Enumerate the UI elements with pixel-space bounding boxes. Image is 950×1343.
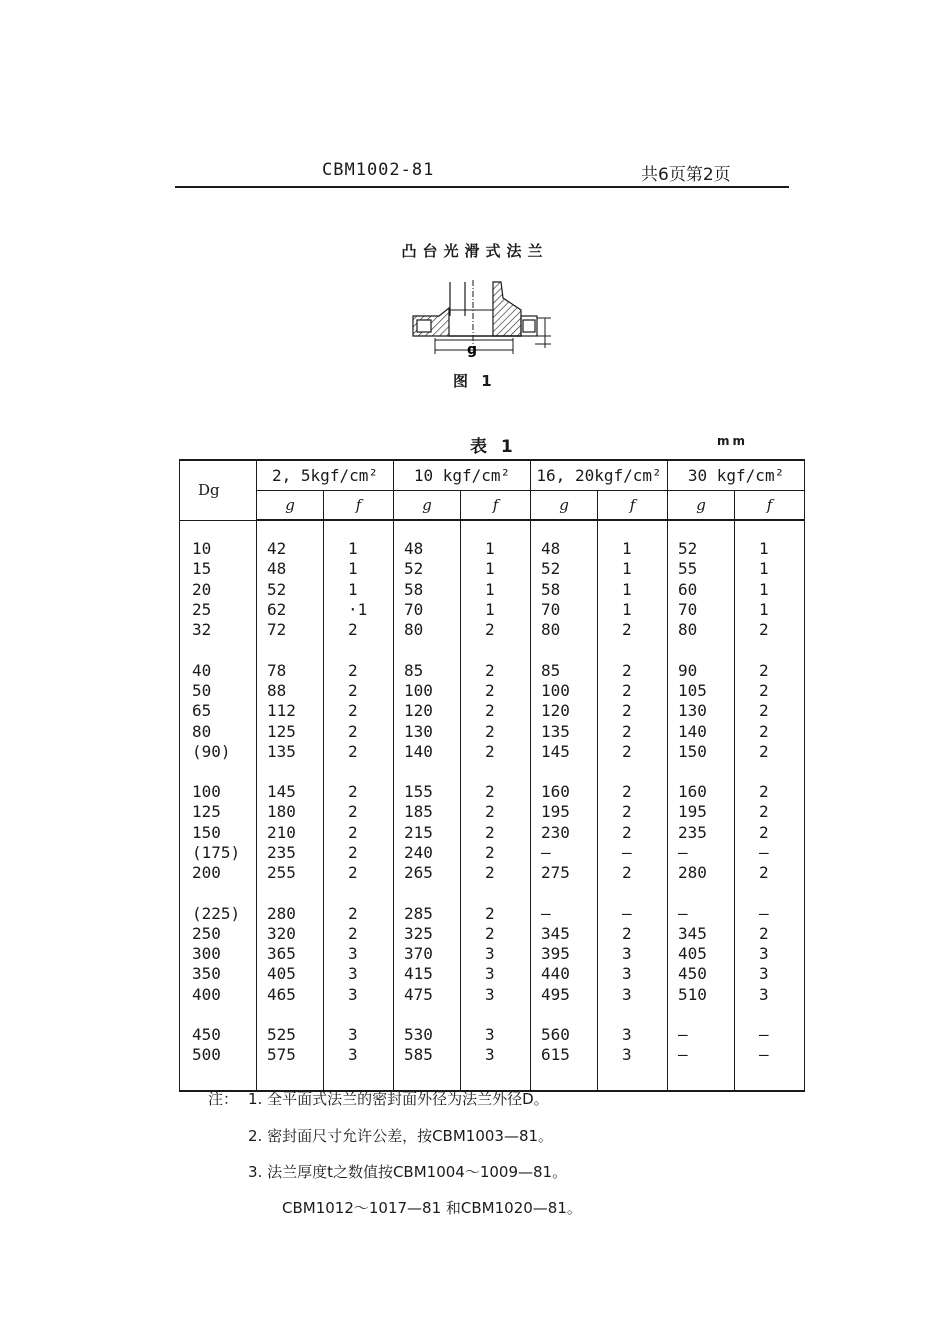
f-cell: 3: [598, 1025, 668, 1045]
f-cell: 1: [461, 580, 531, 600]
f-cell: 2: [324, 701, 394, 721]
f-cell: 2: [324, 903, 394, 923]
g-cell: 48: [394, 539, 461, 559]
g-cell: 72: [257, 620, 324, 640]
f-cell: 2: [735, 802, 805, 822]
table-row: [180, 620, 805, 640]
f-cell: 1: [735, 539, 805, 559]
spacer-row: [180, 640, 805, 660]
page-title: 凸台光滑式法兰: [401, 242, 549, 260]
dg-cell: 65: [180, 701, 257, 721]
f-cell: —: [735, 1025, 805, 1045]
f-cell: 2: [598, 742, 668, 762]
g-cell: 275: [531, 863, 598, 883]
g-cell: 530: [394, 1025, 461, 1045]
g-cell: 185: [394, 802, 461, 822]
f-cell: 2: [461, 903, 531, 923]
table-row: [180, 802, 805, 822]
g-cell: 575: [257, 1045, 324, 1065]
figure-caption: 图 1: [453, 372, 496, 390]
g-cell: 90: [668, 660, 735, 680]
g-cell: 440: [531, 964, 598, 984]
table-body: [180, 520, 805, 1091]
f-cell: 2: [735, 660, 805, 680]
dg-cell: 300: [180, 944, 257, 964]
f-cell: 2: [735, 742, 805, 762]
g-cell: 100: [394, 681, 461, 701]
g-cell: 215: [394, 823, 461, 843]
flange-drawing: [405, 278, 555, 360]
dg-cell: 40: [180, 660, 257, 680]
g-cell: 135: [531, 721, 598, 741]
g-cell: 58: [394, 580, 461, 600]
f-cell: 1: [461, 539, 531, 559]
g-cell: 52: [668, 539, 735, 559]
g-cell: —: [531, 903, 598, 923]
pressure-group-header: 10 kgf/cm²: [394, 460, 531, 491]
f-cell: 2: [735, 823, 805, 843]
pressure-group-header: 2, 5kgf/cm²: [257, 460, 394, 491]
dg-cell: 150: [180, 823, 257, 843]
f-cell: 2: [324, 681, 394, 701]
f-cell: 2: [735, 701, 805, 721]
table-row: [180, 964, 805, 984]
note-item: CBM1012～1017—81 和CBM1020—81。: [282, 1199, 582, 1217]
g-cell: 120: [531, 701, 598, 721]
f-cell: 2: [324, 823, 394, 843]
f-cell: 2: [461, 823, 531, 843]
g-cell: 145: [257, 782, 324, 802]
dg-cell: 32: [180, 620, 257, 640]
g-cell: 475: [394, 985, 461, 1005]
table-row: [180, 944, 805, 964]
table-row: [180, 701, 805, 721]
f-cell: 2: [735, 924, 805, 944]
pressure-group-header: 16, 20kgf/cm²: [531, 460, 668, 491]
flange-dimension-table: [179, 459, 805, 1092]
dg-cell: 250: [180, 924, 257, 944]
f-cell: 2: [735, 681, 805, 701]
spacer-row: [180, 762, 805, 782]
table-row: [180, 721, 805, 741]
sub-header-g: g: [668, 491, 735, 521]
g-cell: 560: [531, 1025, 598, 1045]
dg-cell: 50: [180, 681, 257, 701]
g-cell: 140: [394, 742, 461, 762]
g-cell: 280: [668, 863, 735, 883]
f-cell: 2: [735, 863, 805, 883]
f-cell: 3: [324, 964, 394, 984]
sub-header-f: f: [324, 491, 394, 521]
g-cell: 160: [668, 782, 735, 802]
dg-cell: 100: [180, 782, 257, 802]
g-cell: 130: [394, 721, 461, 741]
g-cell: 85: [394, 660, 461, 680]
table-row: [180, 823, 805, 843]
f-cell: 2: [324, 721, 394, 741]
f-cell: 3: [461, 985, 531, 1005]
g-cell: 255: [257, 863, 324, 883]
f-cell: 2: [598, 660, 668, 680]
g-cell: 320: [257, 924, 324, 944]
dg-cell: (175): [180, 843, 257, 863]
g-cell: 42: [257, 539, 324, 559]
g-cell: 395: [531, 944, 598, 964]
sub-header-f: f: [735, 491, 805, 521]
g-cell: 510: [668, 985, 735, 1005]
f-cell: 2: [461, 782, 531, 802]
f-cell: 2: [735, 782, 805, 802]
table-row: [180, 1025, 805, 1045]
page-info: 共6页第2页: [641, 165, 731, 185]
f-cell: 1: [461, 600, 531, 620]
f-cell: 2: [461, 802, 531, 822]
table-row: [180, 843, 805, 863]
sub-header-g: g: [394, 491, 461, 521]
f-cell: 2: [598, 924, 668, 944]
table-row: [180, 863, 805, 883]
f-cell: 3: [598, 964, 668, 984]
header-divider: [175, 186, 789, 188]
g-cell: 48: [531, 539, 598, 559]
f-cell: 2: [324, 863, 394, 883]
g-cell: 125: [257, 721, 324, 741]
g-cell: 60: [668, 580, 735, 600]
f-cell: 2: [324, 620, 394, 640]
g-cell: 495: [531, 985, 598, 1005]
dg-cell: 500: [180, 1045, 257, 1065]
f-cell: 3: [735, 964, 805, 984]
f-cell: —: [598, 903, 668, 923]
table-row: [180, 985, 805, 1005]
f-cell: 2: [598, 782, 668, 802]
f-cell: 2: [461, 681, 531, 701]
g-cell: 85: [531, 660, 598, 680]
dg-cell: 10: [180, 539, 257, 559]
g-cell: 140: [668, 721, 735, 741]
table-row: [180, 660, 805, 680]
table-row: [180, 1045, 805, 1065]
standard-code: CBM1002-81: [322, 160, 435, 180]
table-unit: mm: [717, 434, 749, 448]
table-row: [180, 600, 805, 620]
f-cell: 2: [461, 660, 531, 680]
f-cell: 3: [598, 985, 668, 1005]
g-cell: 240: [394, 843, 461, 863]
f-cell: 2: [324, 843, 394, 863]
f-cell: 2: [598, 721, 668, 741]
g-cell: 62: [257, 600, 324, 620]
g-cell: 52: [531, 559, 598, 579]
dg-cell: 15: [180, 559, 257, 579]
g-cell: 120: [394, 701, 461, 721]
table-row: [180, 742, 805, 762]
f-cell: 2: [735, 721, 805, 741]
dg-cell: 80: [180, 721, 257, 741]
g-cell: 88: [257, 681, 324, 701]
f-cell: 1: [324, 559, 394, 579]
f-cell: 2: [598, 802, 668, 822]
g-cell: 80: [394, 620, 461, 640]
f-cell: 2: [461, 863, 531, 883]
sub-header-g: g: [257, 491, 324, 521]
g-cell: 160: [531, 782, 598, 802]
spacer-row: [180, 1066, 805, 1091]
g-cell: 365: [257, 944, 324, 964]
dg-cell: 400: [180, 985, 257, 1005]
f-cell: 2: [461, 742, 531, 762]
g-cell: 78: [257, 660, 324, 680]
f-cell: 1: [735, 600, 805, 620]
g-cell: 135: [257, 742, 324, 762]
g-cell: 345: [668, 924, 735, 944]
g-cell: 405: [257, 964, 324, 984]
f-cell: 2: [461, 620, 531, 640]
g-cell: 195: [668, 802, 735, 822]
f-cell: 1: [598, 559, 668, 579]
f-cell: 2: [324, 924, 394, 944]
g-cell: 195: [531, 802, 598, 822]
table-row: [180, 539, 805, 559]
f-cell: 1: [324, 580, 394, 600]
g-cell: 235: [668, 823, 735, 843]
g-cell: 55: [668, 559, 735, 579]
g-cell: 145: [531, 742, 598, 762]
spacer-row: [180, 1005, 805, 1025]
f-cell: —: [735, 1045, 805, 1065]
g-cell: 180: [257, 802, 324, 822]
f-cell: 2: [324, 782, 394, 802]
g-cell: 150: [668, 742, 735, 762]
dg-cell: 125: [180, 802, 257, 822]
g-cell: —: [668, 903, 735, 923]
g-cell: 465: [257, 985, 324, 1005]
g-cell: 155: [394, 782, 461, 802]
table-row: [180, 903, 805, 923]
dg-cell: (225): [180, 903, 257, 923]
g-cell: 450: [668, 964, 735, 984]
sub-header-g: g: [531, 491, 598, 521]
f-cell: —: [735, 903, 805, 923]
g-cell: 100: [531, 681, 598, 701]
g-cell: 58: [531, 580, 598, 600]
g-cell: 130: [668, 701, 735, 721]
g-cell: 80: [531, 620, 598, 640]
g-cell: 70: [531, 600, 598, 620]
g-cell: 52: [257, 580, 324, 600]
f-cell: 2: [598, 681, 668, 701]
f-cell: 3: [324, 985, 394, 1005]
f-cell: 2: [324, 802, 394, 822]
f-cell: 1: [461, 559, 531, 579]
f-cell: 2: [461, 843, 531, 863]
f-cell: 3: [461, 964, 531, 984]
g-cell: 52: [394, 559, 461, 579]
sub-header-f: f: [598, 491, 668, 521]
g-cell: 80: [668, 620, 735, 640]
notes-prefix: 注：: [208, 1090, 239, 1108]
g-cell: 210: [257, 823, 324, 843]
f-cell: 3: [324, 1045, 394, 1065]
dg-cell: 25: [180, 600, 257, 620]
g-cell: 345: [531, 924, 598, 944]
dg-cell: 200: [180, 863, 257, 883]
f-cell: 2: [598, 701, 668, 721]
g-cell: 70: [668, 600, 735, 620]
table-row: [180, 782, 805, 802]
f-cell: 2: [735, 620, 805, 640]
g-cell: 105: [668, 681, 735, 701]
g-cell: —: [668, 1025, 735, 1045]
dg-cell: 20: [180, 580, 257, 600]
g-cell: 48: [257, 559, 324, 579]
f-cell: 3: [598, 1045, 668, 1065]
dg-cell: 450: [180, 1025, 257, 1045]
g-cell: 112: [257, 701, 324, 721]
note-item: 2. 密封面尺寸允许公差，按CBM1003—81。: [248, 1127, 554, 1145]
f-cell: 3: [324, 944, 394, 964]
f-cell: 1: [735, 559, 805, 579]
dg-cell: (90): [180, 742, 257, 762]
f-cell: 2: [598, 620, 668, 640]
table-row: [180, 580, 805, 600]
dg-header: Dg: [180, 460, 257, 520]
g-cell: 235: [257, 843, 324, 863]
pressure-group-header: 30 kgf/cm²: [668, 460, 805, 491]
g-cell: 230: [531, 823, 598, 843]
f-cell: 2: [598, 863, 668, 883]
f-cell: 3: [461, 944, 531, 964]
f-cell: 3: [324, 1025, 394, 1045]
dg-cell: 350: [180, 964, 257, 984]
g-cell: —: [668, 1045, 735, 1065]
sub-header-f: f: [461, 491, 531, 521]
note-item: 3. 法兰厚度t之数值按CBM1004～1009—81。: [248, 1163, 568, 1181]
f-cell: 3: [461, 1045, 531, 1065]
f-cell: 2: [324, 660, 394, 680]
f-cell: 2: [461, 721, 531, 741]
g-cell: 70: [394, 600, 461, 620]
f-cell: 2: [461, 924, 531, 944]
f-cell: 3: [598, 944, 668, 964]
table-caption: 表 1: [470, 437, 517, 457]
g-cell: 405: [668, 944, 735, 964]
g-cell: 525: [257, 1025, 324, 1045]
f-cell: 3: [735, 985, 805, 1005]
f-cell: 1: [735, 580, 805, 600]
table-row: [180, 681, 805, 701]
f-cell: 3: [461, 1025, 531, 1045]
f-cell: 1: [598, 539, 668, 559]
table-row: [180, 559, 805, 579]
spacer-row: [180, 520, 805, 539]
f-cell: 2: [598, 823, 668, 843]
g-cell: —: [668, 843, 735, 863]
f-cell: 2: [461, 701, 531, 721]
g-cell: 370: [394, 944, 461, 964]
f-cell: 1: [598, 580, 668, 600]
spacer-row: [180, 883, 805, 903]
f-cell: 1: [598, 600, 668, 620]
g-cell: —: [531, 843, 598, 863]
g-cell: 585: [394, 1045, 461, 1065]
g-cell: 615: [531, 1045, 598, 1065]
f-cell: —: [735, 843, 805, 863]
f-cell: 2: [324, 742, 394, 762]
dimension-g-label: g: [467, 342, 478, 358]
f-cell: ·1: [324, 600, 394, 620]
g-cell: 280: [257, 903, 324, 923]
note-item: 1. 全平面式法兰的密封面外径为法兰外径D。: [248, 1090, 549, 1108]
g-cell: 325: [394, 924, 461, 944]
f-cell: 1: [324, 539, 394, 559]
g-cell: 285: [394, 903, 461, 923]
g-cell: 415: [394, 964, 461, 984]
f-cell: —: [598, 843, 668, 863]
g-cell: 265: [394, 863, 461, 883]
f-cell: 3: [735, 944, 805, 964]
table-row: [180, 924, 805, 944]
